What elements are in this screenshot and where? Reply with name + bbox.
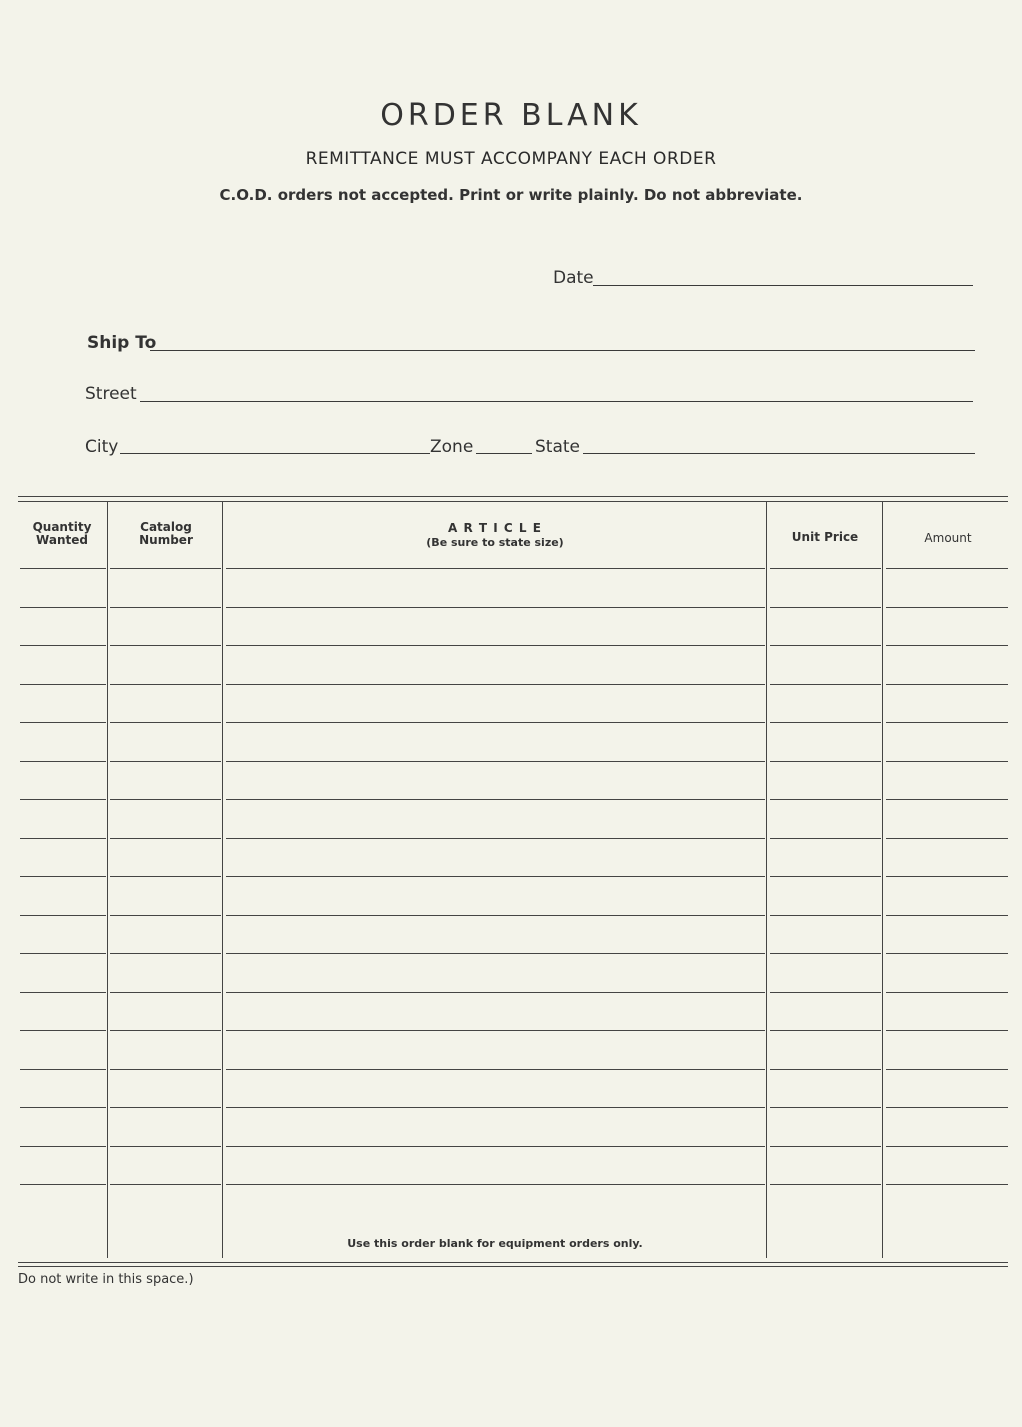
city-field[interactable]: [120, 453, 430, 454]
row-line: [770, 722, 881, 723]
row-line: [886, 838, 1008, 839]
row-line: [226, 645, 765, 646]
row-line: [110, 876, 221, 877]
row-line: [770, 1030, 881, 1031]
row-line: [110, 1069, 221, 1070]
row-line: [110, 992, 221, 993]
row-line: [20, 607, 106, 608]
row-line: [770, 761, 881, 762]
row-line: [20, 799, 106, 800]
row-line: [110, 1146, 221, 1147]
column-divider: [222, 502, 223, 1258]
row-line: [886, 799, 1008, 800]
row-line: [226, 838, 765, 839]
row-line: [20, 722, 106, 723]
row-line: [770, 684, 881, 685]
quantity-header: Quantity Wanted: [32, 520, 92, 547]
row-line: [770, 568, 881, 569]
table-top-rule: [18, 496, 1008, 497]
zone-label: Zone: [430, 437, 474, 457]
row-line: [110, 799, 221, 800]
row-line: [226, 876, 765, 877]
row-line: [226, 1069, 765, 1070]
table-top-rule-inner: [18, 501, 1008, 502]
city-label: City: [85, 437, 119, 457]
row-line: [20, 876, 106, 877]
row-line: [226, 1107, 765, 1108]
row-line: [886, 876, 1008, 877]
unit-price-header: Unit Price: [791, 530, 859, 544]
row-line: [226, 915, 765, 916]
row-line: [20, 838, 106, 839]
row-line: [226, 799, 765, 800]
ship-to-label: Ship To: [87, 333, 157, 353]
catalog-header: Catalog Number: [139, 520, 193, 547]
row-line: [886, 1107, 1008, 1108]
article-subheader: (Be sure to state size): [426, 536, 564, 549]
row-line: [20, 684, 106, 685]
row-line: [20, 953, 106, 954]
row-line: [20, 1107, 106, 1108]
row-line: [226, 1030, 765, 1031]
row-line: [226, 1184, 765, 1185]
row-line: [110, 915, 221, 916]
row-line: [770, 645, 881, 646]
street-label: Street: [85, 384, 137, 404]
row-line: [226, 607, 765, 608]
row-line: [226, 684, 765, 685]
row-line: [886, 953, 1008, 954]
column-divider: [882, 502, 883, 1258]
row-line: [770, 838, 881, 839]
row-line: [226, 761, 765, 762]
row-line: [770, 1146, 881, 1147]
row-line: [886, 1069, 1008, 1070]
footer-note: Use this order blank for equipment orders only.: [347, 1237, 643, 1250]
row-line: [770, 607, 881, 608]
table-bottom-rule-inner: [18, 1266, 1008, 1267]
row-line: [886, 568, 1008, 569]
cod-instructions: C.O.D. orders not accepted. Print or write plainly. Do not abbreviate.: [219, 186, 803, 204]
row-line: [110, 607, 221, 608]
row-line: [886, 645, 1008, 646]
row-line: [770, 1184, 881, 1185]
row-line: [20, 645, 106, 646]
row-line: [770, 953, 881, 954]
row-line: [110, 1030, 221, 1031]
row-line: [886, 684, 1008, 685]
row-line: [226, 1146, 765, 1147]
row-line: [20, 761, 106, 762]
row-line: [20, 568, 106, 569]
row-line: [110, 1184, 221, 1185]
remittance-notice: REMITTANCE MUST ACCOMPANY EACH ORDER: [305, 149, 717, 169]
row-line: [226, 953, 765, 954]
row-line: [770, 1069, 881, 1070]
state-field[interactable]: [583, 453, 975, 454]
row-line: [886, 1146, 1008, 1147]
row-line: [770, 1107, 881, 1108]
row-line: [110, 645, 221, 646]
row-line: [110, 1107, 221, 1108]
article-header: A R T I C L E: [448, 521, 542, 535]
row-line: [110, 761, 221, 762]
row-line: [770, 992, 881, 993]
row-line: [20, 992, 106, 993]
row-line: [20, 915, 106, 916]
row-line: [886, 1184, 1008, 1185]
row-line: [20, 1184, 106, 1185]
do-not-write-note: Do not write in this space.): [18, 1272, 194, 1287]
row-line: [110, 953, 221, 954]
row-line: [20, 1069, 106, 1070]
row-line: [886, 992, 1008, 993]
row-line: [110, 684, 221, 685]
row-line: [226, 722, 765, 723]
row-line: [770, 876, 881, 877]
date-field[interactable]: [593, 285, 973, 286]
date-label: Date: [553, 268, 594, 288]
row-line: [770, 915, 881, 916]
row-line: [226, 568, 765, 569]
row-line: [770, 799, 881, 800]
row-line: [20, 1146, 106, 1147]
column-divider: [107, 502, 108, 1258]
state-label: State: [535, 437, 580, 457]
form-title: ORDER BLANK: [380, 98, 642, 133]
table-bottom-rule: [18, 1262, 1008, 1263]
row-line: [110, 722, 221, 723]
street-field[interactable]: [140, 401, 973, 402]
amount-header: Amount: [924, 531, 972, 545]
row-line: [110, 568, 221, 569]
zone-field[interactable]: [476, 453, 532, 454]
row-line: [886, 722, 1008, 723]
row-line: [886, 1030, 1008, 1031]
row-line: [886, 761, 1008, 762]
ship-to-field[interactable]: [150, 350, 975, 351]
row-line: [20, 1030, 106, 1031]
row-line: [110, 838, 221, 839]
column-divider: [766, 502, 767, 1258]
row-line: [886, 607, 1008, 608]
row-line: [886, 915, 1008, 916]
row-line: [226, 992, 765, 993]
